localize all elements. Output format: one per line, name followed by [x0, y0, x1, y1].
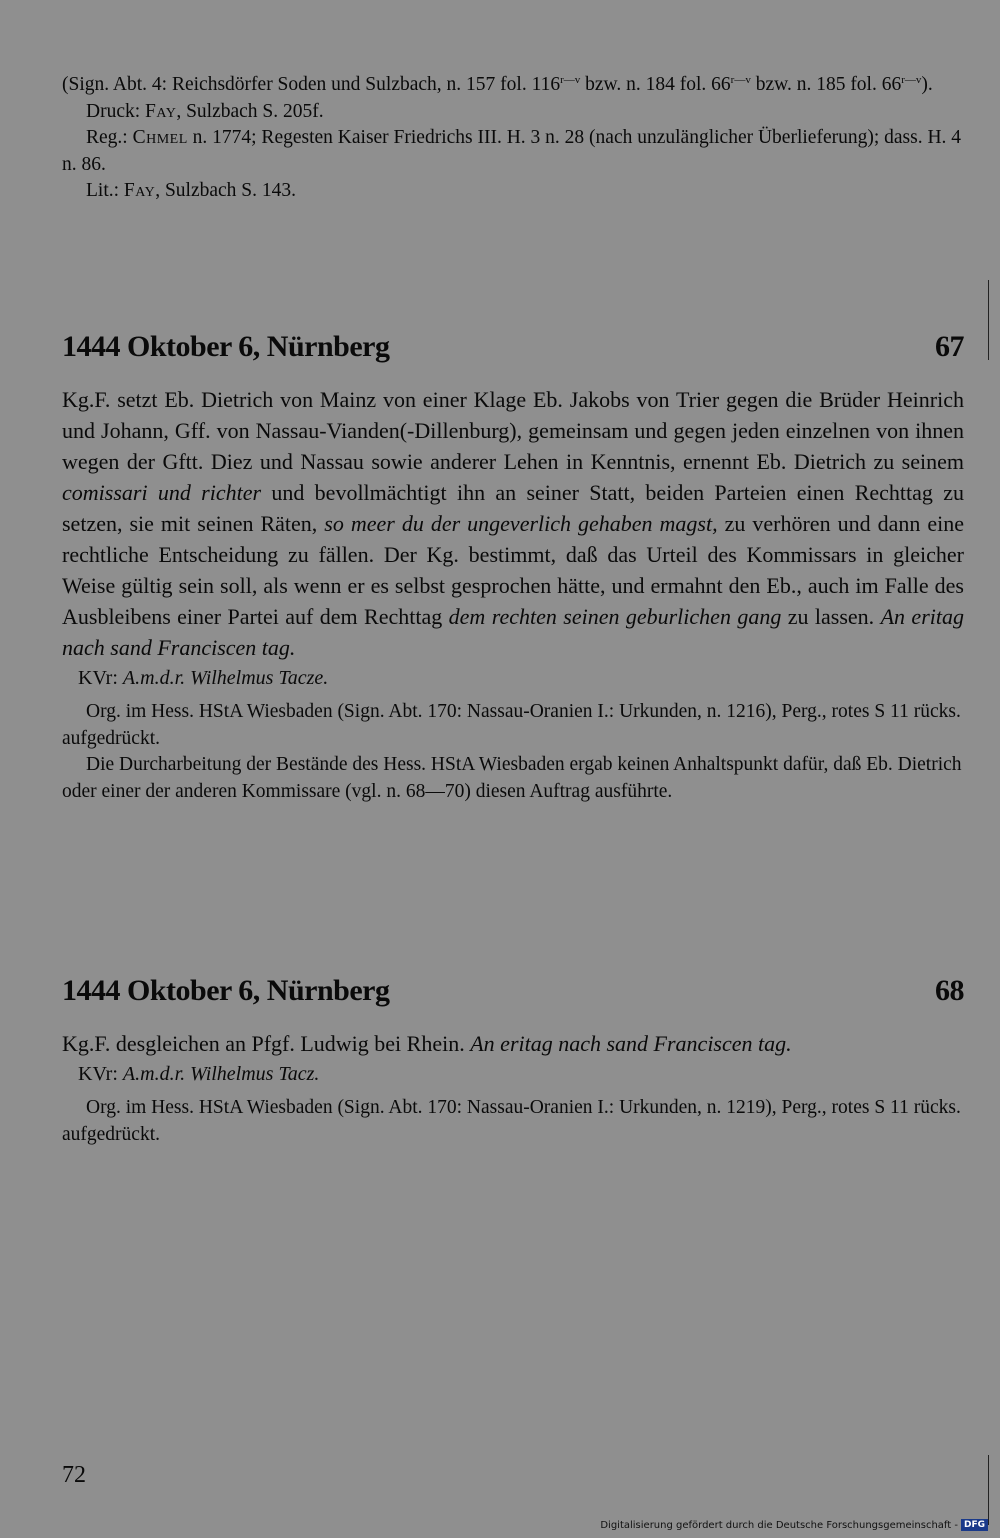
entry-date-place: 1444 Oktober 6, Nürnberg [62, 974, 390, 1007]
scan-edge-line [988, 1455, 989, 1525]
entry-regest [62, 384, 964, 663]
signature-text: bzw. n. 185 fol. 66 [750, 74, 902, 95]
reg-label: Reg.: [86, 127, 133, 148]
kvr-line [62, 663, 964, 693]
entry-heading [62, 974, 964, 1008]
kvr-value: A.m.d.r. Wilhelmus Tacz. [122, 1063, 320, 1085]
lit-ref: , Sulzbach S. 143. [155, 180, 297, 201]
entry-regest [62, 1028, 964, 1059]
regest-dating: An eritag nach sand Franciscen tag. [62, 604, 964, 660]
kvr-label: KVr: [78, 667, 123, 689]
kvr-label: KVr: [78, 1063, 123, 1085]
previous-entry-notes [62, 72, 964, 205]
signature-text: bzw. n. 184 fol. 66 [580, 74, 731, 95]
reg-line [62, 125, 964, 178]
entry-67 [62, 330, 964, 805]
lit-author: Fay [123, 180, 156, 201]
page-number: 72 [62, 1462, 86, 1488]
lit-line [62, 178, 964, 205]
kvr-line [62, 1059, 964, 1089]
signature-sup: r—v [560, 74, 581, 86]
regest-text: und bevollmächtigt ihn an seiner Statt, beiden Parteien einen Rechttag zu setzen, sie mit seinen Räten, [62, 480, 964, 536]
dfg-logo: DFG [961, 1519, 988, 1531]
signature-text: (Sign. Abt. 4: Reichsdörfer Soden und Sulzbach, n. 157 fol. 116 [62, 74, 561, 95]
original-note: Org. im Hess. HStA Wiesbaden (Sign. Abt. 170: Nassau-Oranien I.: Urkunden, n. 1219), Perg., rotes S 11 rücks. aufgedrückt. [62, 1097, 961, 1145]
entry-68 [62, 974, 964, 1148]
digitization-footer [600, 1519, 988, 1531]
regest-quote: so meer du der ungeverlich gehaben magst, [324, 511, 718, 536]
scan-edge-line [988, 280, 989, 360]
regest-dating: An eritag nach sand Franciscen tag. [470, 1031, 792, 1056]
regest-quote: dem rechten seinen geburlichen gang [448, 604, 782, 629]
druck-ref: , Sulzbach S. 205f. [176, 100, 324, 122]
signature-sup: r—v [730, 74, 751, 86]
kvr-value: A.m.d.r. Wilhelmus Tacze. [122, 667, 329, 689]
signature-sup: r—v [901, 74, 922, 86]
lit-label: Lit.: [86, 180, 124, 201]
entry-date-place: 1444 Oktober 6, Nürnberg [62, 330, 390, 363]
reg-author: Chmel [132, 127, 188, 148]
signature-line [62, 72, 964, 99]
regest-text: Kg.F. setzt Eb. Dietrich von Mainz von einer Klage Eb. Jakobs von Trier gegen die Brüder Heinrich und Johann, Gff. von Nassau-Vianden(-Dillenburg), gemeinsam und gegen jeden einzelnen von ihnen wegen der Gftt. Diez und Nassau sowie anderer Lehen in Kenntnis, ernennt Eb. Dietrich zu seinem [62, 387, 964, 474]
regest-quote: comissari und richter [62, 480, 262, 505]
commentary-note: Die Durcharbeitung der Bestände des Hess. HStA Wiesbaden ergab keinen Anhaltspunkt dafür, daß Eb. Dietrich oder einer der anderen Kommissare (vgl. n. 68—70) diesen Auftrag ausführte. [62, 754, 962, 802]
footer-text: Digitalisierung gefördert durch die Deutsche Forschungsgemeinschaft - [600, 1519, 958, 1531]
entry-number: 67 [935, 330, 964, 363]
entry-heading [62, 330, 964, 364]
druck-line [62, 99, 964, 126]
regest-text: zu lassen. [781, 604, 881, 629]
druck-author: Fay [145, 100, 177, 122]
regest-text: zu verhören und dann eine rechtliche Entscheidung zu fällen. Der Kg. bestimmt, daß das Urteil des Kommissars in gleicher Weise gültig sein soll, als wenn er es selbst gesprochen hätte, und ermahnt den Eb., auch im Falle des Ausbleibens einer Partei auf dem Rechttag [62, 511, 964, 629]
regest-text: Kg.F. desgleichen an Pfgf. Ludwig bei Rhein. [62, 1031, 471, 1056]
entry-number: 68 [935, 974, 964, 1007]
signature-text: ). [921, 74, 933, 95]
reg-ref: n. 1774; Regesten Kaiser Friedrichs III. H. 3 n. 28 (nach unzulänglicher Überlieferung); dass. H. 4 n. 86. [62, 127, 962, 175]
original-note: Org. im Hess. HStA Wiesbaden (Sign. Abt. 170: Nassau-Oranien I.: Urkunden, n. 1216), Perg., rotes S 11 rücks. aufgedrückt. [62, 701, 961, 749]
druck-label: Druck: [86, 100, 146, 122]
